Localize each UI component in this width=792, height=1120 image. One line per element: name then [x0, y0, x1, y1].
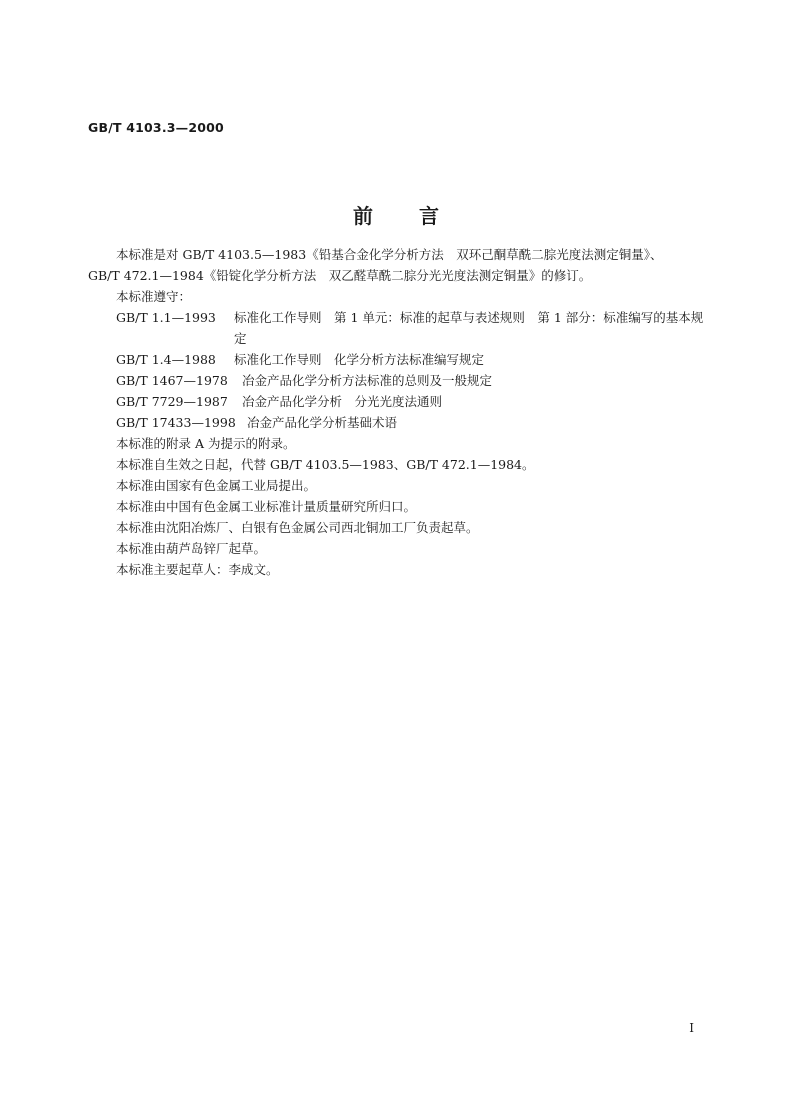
standard-ref-code: GB/T 1.4—1988: [116, 352, 216, 367]
standard-ref-code: GB/T 7729—1987: [116, 394, 228, 409]
list-item: [88, 307, 708, 349]
paragraph-main-drafter: 本标准主要起草人：李成文。: [116, 562, 279, 577]
standard-ref-name: 冶金产品化学分析方法标准的总则及一般规定: [242, 373, 493, 388]
standard-ref-name: 标准化工作导则 第 1 单元：标准的起草与表述规则 第 1 部分：标准编写的基本规定: [234, 310, 704, 346]
page-number: I: [689, 1021, 694, 1035]
paragraph-proposed-by: 本标准由国家有色金属工业局提出。: [116, 478, 317, 493]
paragraph-revision-line2: GB/T 472.1—1984《铅锭化学分析方法 双乙醛草酰二腙分光光度法测定铜量》的修订。: [88, 268, 592, 283]
list-item: [88, 370, 708, 391]
paragraph-appendix: 本标准的附录 A 为提示的附录。: [116, 436, 296, 451]
standard-ref-code: GB/T 1.1—1993: [116, 310, 216, 325]
standard-ref-code: GB/T 1467—1978: [116, 373, 228, 388]
standard-ref-name: 标准化工作导则 化学分析方法标准编写规定: [234, 352, 485, 367]
standard-ref-code: GB/T 17433—1998: [116, 415, 236, 430]
standard-ref-name: 冶金产品化学分析基础术语: [247, 415, 398, 430]
paragraph-revision-line1: 本标准是对 GB/T 4103.5—1983《铅基合金化学分析方法 双环己酮草酰二腙光度法测定铜量》、: [116, 247, 663, 262]
list-item: [88, 391, 708, 412]
paragraph-replaces: 本标准自生效之日起，代替 GB/T 4103.5—1983、GB/T 472.1—1984。: [116, 457, 535, 472]
list-item: [88, 412, 708, 433]
paragraph-compliance: 本标准遵守：: [116, 289, 192, 304]
standard-ref-name: 冶金产品化学分析 分光光度法通则: [242, 394, 443, 409]
list-item: [88, 349, 708, 370]
paragraph-drafting-units: 本标准由沈阳冶炼厂、白银有色金属公司西北铜加工厂负责起草。: [116, 520, 479, 535]
page-title: 前言: [353, 204, 485, 228]
paragraph-drafted-by: 本标准由葫芦岛锌厂起草。: [116, 541, 267, 556]
document-body: [88, 244, 708, 580]
standards-list: [88, 307, 708, 433]
standard-code: GB/T 4103.3—2000: [88, 120, 224, 135]
paragraph-managed-by: 本标准由中国有色金属工业标准计量质量研究所归口。: [116, 499, 417, 514]
